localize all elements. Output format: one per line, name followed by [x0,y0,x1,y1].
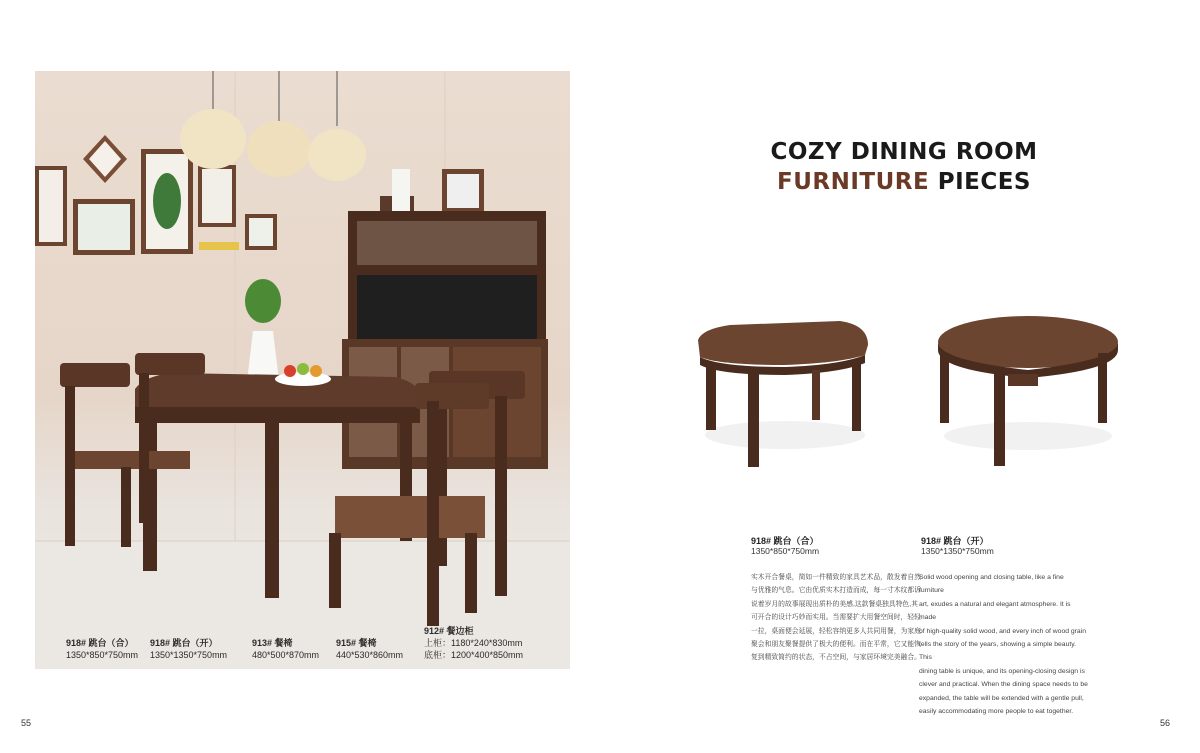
table-open-image [928,308,1128,473]
table-closed-image [690,315,880,475]
caption-name: 913# 餐椅 [252,638,293,648]
desc-en-line: easily accommodating more people to eat together. [919,708,1074,716]
desc-en-line: of high-quality solid wood, and every inch of wood grain [919,627,1087,635]
description-chinese [751,571,921,665]
caption-dims: 1350*1350*750mm [150,650,228,660]
caption-dims-upper: 上柜：1180*240*830mm [424,638,523,648]
desc-cn-line: 与优雅的气息。它由优质实木打造而成，每一寸木纹都诉 [751,587,921,595]
page-title-line1: COZY DINING ROOM [770,139,1038,165]
page-title-line2 [700,169,1108,195]
caption-name: 915# 餐椅 [336,638,377,648]
product-label-open: 918# 跳台（开） [921,536,989,546]
caption-chair-913 [252,637,319,661]
product-label-closed: 918# 跳台（合） [751,536,819,546]
desc-en-line: Solid wood opening and closing table, like a fine furniture [919,574,1064,595]
caption-table-closed [66,637,138,661]
description-english [919,571,1089,718]
title-accent-word: FURNITURE [777,169,930,195]
caption-name: 912# 餐边柜 [424,626,474,636]
desc-en-line: art, exudes a natural and elegant atmosphere. It is made [919,600,1071,622]
caption-dims: 480*500*870mm [252,650,320,660]
desc-en-line: clever and practical. When the dining space needs to be [919,681,1088,689]
caption-dims: 1350*850*750mm [66,650,139,660]
product-dims-closed: 1350*850*750mm [751,546,820,556]
pendant-lamps [180,71,366,181]
caption-name: 918# 跳台（合） [66,638,134,648]
dining-room-photo [35,71,570,669]
caption-table-open [150,637,227,661]
desc-cn-line: 一拉，桌面便会延展，轻松容纳更多人共同用餐，为家庭 [751,627,921,635]
desc-cn-line: 实木开合餐桌，简如一件精致的家具艺术品，散发着自然 [751,574,921,581]
desc-cn-line: 说着岁月的故事展现出质朴的美感,这款餐桌独具特色,其 [751,600,918,608]
caption-dims-lower: 底柜：1200*400*850mm [424,650,524,660]
caption-name: 918# 跳台（开） [150,638,218,648]
page-number-left: 55 [21,718,32,728]
caption-dims: 440*530*860mm [336,650,404,660]
desc-en-line: expanded, the table will be extended with a gentle pull, [919,694,1084,702]
page-number-right: 56 [1160,718,1171,728]
desc-en-line: tells the story of the years, showing a simple beauty. This [919,641,1077,662]
title-rest: PIECES [929,169,1031,195]
desc-cn-line: 可开合的设计巧妙而实用。当需要扩大用餐空间时，轻轻 [751,614,921,622]
caption-chair-915 [336,637,403,661]
desc-cn-line: 复到精致简约的状态，不占空间，与家居环境完美融合。 [751,654,921,662]
product-dims-open: 1350*1350*750mm [921,546,994,556]
caption-sideboard-912 [424,625,523,661]
dining-room-scene [35,71,570,669]
desc-en-line: dining table is unique, and its opening-closing design is [919,667,1085,675]
desc-cn-line: 聚会和朋友聚餐提供了极大的便利。而在平常，它又能恢 [751,641,921,649]
